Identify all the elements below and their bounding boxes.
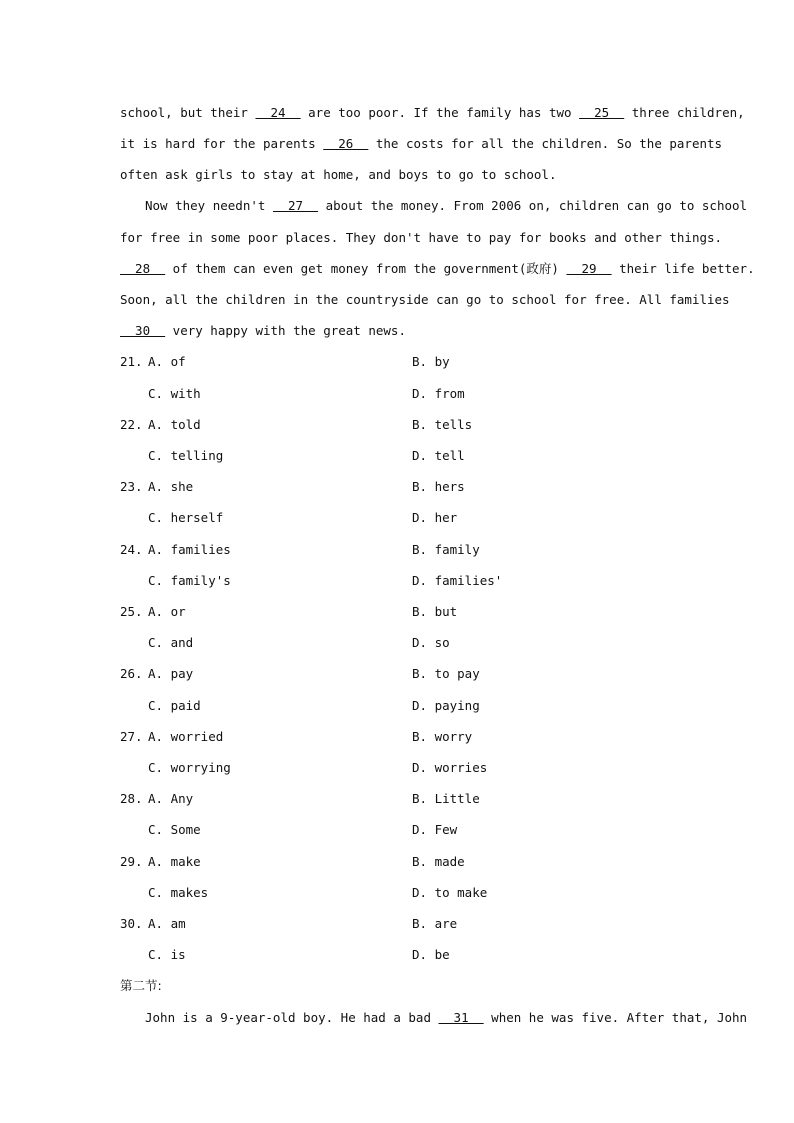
option-a: A. pay — [148, 666, 194, 681]
question-21-row2 — [120, 386, 676, 402]
option-a: A. worried — [148, 729, 224, 744]
question-28 — [120, 791, 676, 807]
question-number: 30. — [120, 916, 143, 931]
option-a: A. she — [148, 479, 194, 494]
passage-line: often ask girls to stay at home, and boys to go to school. — [120, 167, 557, 182]
passage-line — [120, 105, 745, 121]
option-d: D. to make — [412, 885, 488, 900]
option-b: B. worry — [412, 729, 473, 744]
question-24-row2 — [120, 573, 676, 589]
option-c: C. paid — [148, 698, 201, 713]
option-d: D. worries — [412, 760, 488, 775]
option-b: B. are — [412, 916, 458, 931]
option-d: D. from — [412, 386, 465, 401]
text: of them can even get money from the government(政府) — [165, 261, 567, 276]
question-number: 27. — [120, 729, 143, 744]
option-c: C. and — [148, 635, 194, 650]
question-number: 28. — [120, 791, 143, 806]
option-d: D. so — [412, 635, 450, 650]
option-d: D. Few — [412, 822, 458, 837]
text: three children, — [624, 105, 745, 120]
blank-25: 25 — [579, 105, 625, 120]
text: it is hard for the parents — [120, 136, 324, 151]
option-d: D. families' — [412, 573, 503, 588]
question-24 — [120, 542, 676, 558]
text: very happy with the great news. — [165, 323, 406, 338]
question-23-row2 — [120, 510, 676, 526]
text: about the money. From 2006 on, children can go to school — [318, 198, 748, 213]
passage-line — [120, 261, 755, 277]
option-b: B. family — [412, 542, 480, 557]
option-a: A. am — [148, 916, 186, 931]
blank-26: 26 — [323, 136, 369, 151]
question-number: 25. — [120, 604, 143, 619]
question-number: 21. — [120, 354, 143, 369]
blank-30: 30 — [120, 323, 166, 338]
question-29 — [120, 854, 676, 870]
option-d: D. tell — [412, 448, 465, 463]
passage-line — [145, 1010, 747, 1026]
question-number: 23. — [120, 479, 143, 494]
option-a: A. families — [148, 542, 231, 557]
question-21 — [120, 354, 676, 370]
question-number: 24. — [120, 542, 143, 557]
option-b: B. made — [412, 854, 465, 869]
text: are too poor. If the family has two — [300, 105, 580, 120]
option-b: B. tells — [412, 417, 473, 432]
question-number: 26. — [120, 666, 143, 681]
option-d: D. paying — [412, 698, 480, 713]
question-27-row2 — [120, 760, 676, 776]
option-c: C. with — [148, 386, 201, 401]
option-b: B. by — [412, 354, 450, 369]
question-30-row2 — [120, 947, 676, 963]
question-26 — [120, 666, 676, 682]
question-25 — [120, 604, 676, 620]
question-27 — [120, 729, 676, 745]
option-b: B. hers — [412, 479, 465, 494]
option-c: C. makes — [148, 885, 209, 900]
option-d: D. her — [412, 510, 458, 525]
option-b: B. to pay — [412, 666, 480, 681]
passage-line — [120, 323, 406, 339]
option-a: A. or — [148, 604, 186, 619]
blank-27: 27 — [272, 198, 319, 213]
question-25-row2 — [120, 635, 676, 651]
option-c: C. worrying — [148, 760, 231, 775]
question-28-row2 — [120, 822, 676, 838]
option-d: D. be — [412, 947, 450, 962]
question-26-row2 — [120, 698, 676, 714]
question-30 — [120, 916, 676, 932]
option-a: A. make — [148, 854, 201, 869]
text: the costs for all the children. So the parents — [368, 136, 723, 151]
text: school, but their — [120, 105, 256, 120]
passage-line: for free in some poor places. They don't have to pay for books and other things. — [120, 230, 723, 245]
blank-31: 31 — [438, 1010, 484, 1025]
question-number: 22. — [120, 417, 143, 432]
text: Now they needn't — [145, 198, 273, 213]
option-b: B. Little — [412, 791, 480, 806]
blank-24: 24 — [255, 105, 301, 120]
option-c: C. Some — [148, 822, 201, 837]
option-c: C. family's — [148, 573, 231, 588]
passage-line: Soon, all the children in the countryside can go to school for free. All families — [120, 292, 730, 307]
option-a: A. told — [148, 417, 201, 432]
question-29-row2 — [120, 885, 676, 901]
option-c: C. is — [148, 947, 186, 962]
question-23 — [120, 479, 676, 495]
blank-28: 28 — [120, 261, 166, 276]
blank-29: 29 — [566, 261, 612, 276]
text: when he was five. After that, John — [483, 1010, 748, 1025]
section-heading: 第二节: — [120, 978, 162, 993]
passage-line — [120, 136, 722, 152]
option-c: C. herself — [148, 510, 224, 525]
text: their life better. — [611, 261, 755, 276]
question-number: 29. — [120, 854, 143, 869]
question-22-row2 — [120, 448, 676, 464]
option-b: B. but — [412, 604, 458, 619]
passage-line — [145, 198, 747, 214]
question-22 — [120, 417, 676, 433]
option-c: C. telling — [148, 448, 224, 463]
text: John is a 9-year-old boy. He had a bad — [145, 1010, 439, 1025]
option-a: A. Any — [148, 791, 194, 806]
option-a: A. of — [148, 354, 186, 369]
